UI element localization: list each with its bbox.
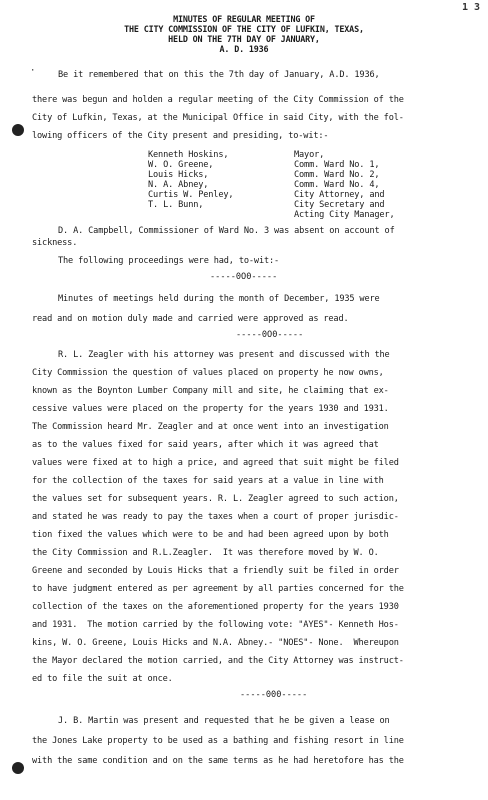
paragraph-line: known as the Boynton Lumber Company mill and site, he claiming that ex- [32, 386, 389, 396]
officer-name: W. O. Greene, [148, 160, 214, 170]
page-number: 1 3 [461, 2, 480, 13]
separator: -----0O0----- [210, 272, 278, 282]
paragraph-line: Greene and seconded by Louis Hicks that a friendly suit be filed in order [32, 566, 399, 576]
binder-hole-icon [12, 762, 24, 774]
paragraph-line: and stated he was ready to pay the taxes when a court of proper jurisdic- [32, 512, 399, 522]
absence-line: D. A. Campbell, Commissioner of Ward No. 3 was absent on account of [58, 226, 395, 236]
paragraph-line: ed to file the suit at once. [32, 674, 173, 684]
intro-line: lowing officers of the City present and presiding, to-wit:- [32, 131, 329, 141]
officer-title: Comm. Ward No. 4, [294, 180, 380, 190]
paragraph-line: City Commission the question of values placed on property he now owns, [32, 368, 384, 378]
officer-name: Louis Hicks, [148, 170, 209, 180]
proceedings-intro: The following proceedings were had, to-wit:- [58, 256, 280, 266]
margin-mark: · [30, 66, 36, 76]
binder-hole-icon [12, 124, 24, 136]
officer-title: City Attorney, and [294, 190, 385, 200]
intro-line: City of Lufkin, Texas, at the Municipal Office in said City, with the fol- [32, 113, 404, 123]
paragraph-line: values were fixed at to high a price, and agreed that suit might be filed [32, 458, 399, 468]
officer-title: Acting City Manager, [294, 210, 395, 220]
title-line-1: MINUTES OF REGULAR MEETING OF [173, 14, 315, 24]
separator: -----000----- [240, 690, 308, 700]
paragraph-line: the Jones Lake property to be used as a bathing and fishing resort in line [32, 736, 404, 746]
officer-title: Mayor, [294, 150, 325, 160]
paragraph-line: the City Commission and R.L.Zeagler. It was therefore moved by W. O. [32, 548, 379, 558]
paragraph-line: kins, W. O. Greene, Louis Hicks and N.A. Abney.- "NOES"- None. Whereupon [32, 638, 399, 648]
officer-name: T. L. Bunn, [148, 200, 204, 210]
officer-title: Comm. Ward No. 1, [294, 160, 380, 170]
paragraph-line: the values set for subsequent years. R. L. Zeagler agreed to such action, [32, 494, 399, 504]
minutes-line: read and on motion duly made and carried were approved as read. [32, 314, 349, 324]
paragraph-line: the Mayor declared the motion carried, and the City Attorney was instruct- [32, 656, 404, 666]
paragraph-line: with the same condition and on the same terms as he had heretofore has the [32, 756, 404, 766]
paragraph-line: The Commission heard Mr. Zeagler and at once went into an investigation [32, 422, 389, 432]
officer-name: Kenneth Hoskins, [148, 150, 229, 160]
paragraph-line: as to the values fixed for said years, after which it was agreed that [32, 440, 379, 450]
paragraph-line: for the collection of the taxes for said years at a value in line with [32, 476, 384, 486]
title-line-3: HELD ON THE 7TH DAY OF JANUARY, [168, 34, 320, 44]
officer-title: Comm. Ward No. 2, [294, 170, 380, 180]
officer-name: N. A. Abney, [148, 180, 209, 190]
paragraph-line: collection of the taxes on the aforementioned property for the years 1930 [32, 602, 399, 612]
paragraph-line: cessive values were placed on the property for the years 1930 and 1931. [32, 404, 389, 414]
minutes-line: Minutes of meetings held during the month of December, 1935 were [58, 294, 380, 304]
paragraph-line: tion fixed the values which were to be and had been agreed upon by both [32, 530, 389, 540]
separator: -----0O0----- [236, 330, 304, 340]
paragraph-line: J. B. Martin was present and requested that he be given a lease on [58, 716, 390, 726]
title-line-4: A. D. 1936 [219, 44, 269, 54]
paragraph-line: to have judgment entered as per agreement by all parties concerned for the [32, 584, 404, 594]
intro-line: there was begun and holden a regular meeting of the City Commission of the [32, 95, 404, 105]
absence-line: sickness. [32, 238, 78, 248]
officer-name: Curtis W. Penley, [148, 190, 234, 200]
paragraph-line: R. L. Zeagler with his attorney was present and discussed with the [58, 350, 390, 360]
paragraph-line: and 1931. The motion carried by the following vote: "AYES"- Kenneth Hos- [32, 620, 399, 630]
title-line-2: THE CITY COMMISSION OF THE CITY OF LUFKIN, TEXAS, [124, 24, 364, 34]
intro-line: Be it remembered that on this the 7th day of January, A.D. 1936, [58, 70, 380, 80]
officer-title: City Secretary and [294, 200, 385, 210]
